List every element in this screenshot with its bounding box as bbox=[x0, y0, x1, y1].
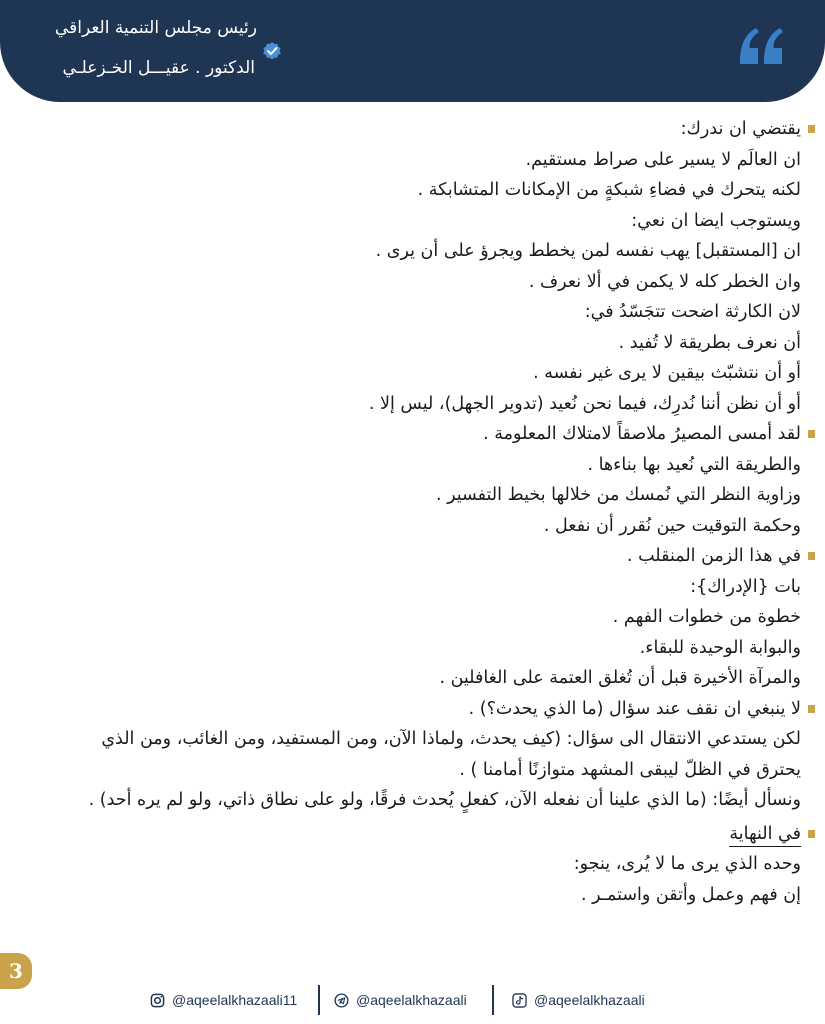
paragraph-line: لان الكارثة اضحت تتجَسّدُ في: bbox=[584, 302, 801, 322]
footer-social-bar bbox=[0, 985, 825, 1015]
bullet-icon bbox=[808, 552, 815, 560]
footer-divider bbox=[318, 985, 320, 1015]
verified-icon bbox=[262, 41, 282, 61]
paragraph-line: أو أن نظن أننا نُدرِك، فيما نحن نُعيد (تدوير الجهل)، ليس إلا . bbox=[368, 393, 801, 414]
bullet-icon bbox=[808, 705, 815, 713]
page-number: 3 bbox=[0, 953, 32, 989]
instagram-handle: @aqeelalkhazaali11 bbox=[172, 992, 298, 1008]
paragraph-line: والمرآة الأخيرة قبل أن تُغلق العتمة على الغافلين . bbox=[439, 668, 801, 688]
article-body bbox=[20, 114, 801, 910]
paragraph-line: خطوة من خطوات الفهم . bbox=[612, 607, 801, 627]
bullet-icon bbox=[808, 830, 815, 838]
paragraph-line: لقد أمسى المصيرُ ملاصقاً لامتلاك المعلومة . bbox=[20, 419, 801, 450]
paragraph-line: في هذا الزمن المنقلب . bbox=[20, 541, 801, 572]
paragraph-line: بات {الإدراك}: bbox=[690, 576, 801, 597]
paragraph-line: وزاوية النظر التي نُمسك من خلالها بخيط التفسير . bbox=[435, 485, 801, 505]
paragraph-line: لكن يستدعي الانتقال الى سؤال: (كيف يحدث، ولماذا الآن، ومن المستفيد، ومن الغائب، ومن الذي bbox=[101, 729, 801, 749]
tiktok-link[interactable] bbox=[512, 985, 645, 1015]
tiktok-icon bbox=[512, 993, 527, 1008]
paragraph-line: وحده الذي يرى ما لا يُرى، ينجو: bbox=[573, 854, 801, 874]
telegram-handle: @aqeelalkhazaali bbox=[356, 992, 467, 1008]
paragraph-line: يحترق في الظلّ ليبقى المشهد متوازنًا أمامنا ) . bbox=[459, 759, 801, 780]
paragraph-line: والبوابة الوحيدة للبقاء. bbox=[639, 637, 801, 658]
paragraph-line: لا ينبغي ان نقف عند سؤال (ما الذي يحدث؟) . bbox=[20, 694, 801, 725]
telegram-link[interactable] bbox=[334, 985, 467, 1015]
section-heading: في النهاية bbox=[20, 819, 801, 850]
author-name: الدكتور . عقيـــل الخـزعلـي bbox=[62, 58, 255, 78]
paragraph-line: يقتضي ان ندرك: bbox=[20, 114, 801, 145]
paragraph-line: إن فهم وعمل وأتقن واستمـر . bbox=[581, 884, 801, 905]
quote-icon bbox=[736, 24, 786, 68]
paragraph-line: ان العالَم لا يسير على صراط مستقيم. bbox=[525, 149, 801, 170]
bullet-icon bbox=[808, 125, 815, 133]
paragraph-line: ان [المستقبل] يهب نفسه لمن يخطط ويجرؤ على أن يرى . bbox=[375, 241, 801, 261]
paragraph-line: ونسأل أيضًا: (ما الذي علينا أن نفعله الآن، كفعلٍ يُحدث فرقًا، ولو على نطاق ذاتي، ولو لم يره أحد) . bbox=[88, 790, 801, 810]
paragraph-line: أن نعرف بطريقة لا تُفيد . bbox=[618, 332, 801, 353]
instagram-icon bbox=[150, 993, 165, 1008]
bullet-icon bbox=[808, 430, 815, 438]
paragraph-line: وان الخطر كله لا يكمن في ألا نعرف . bbox=[528, 271, 801, 292]
instagram-link[interactable] bbox=[150, 985, 297, 1015]
paragraph-line: لكنه يتحرك في فضاءِ شبكةٍ من الإمكانات المتشابكة . bbox=[417, 180, 801, 200]
footer-divider bbox=[492, 985, 494, 1015]
header-banner bbox=[0, 0, 825, 102]
tiktok-handle: @aqeelalkhazaali bbox=[534, 992, 645, 1008]
paragraph-line: والطريقة التي نُعيد بها بناءها . bbox=[587, 454, 801, 475]
paragraph-line: وحكمة التوقيت حين نُقرر أن نفعل . bbox=[543, 515, 801, 536]
telegram-icon bbox=[334, 993, 349, 1008]
paragraph-line: أو أن نتشبّث بيقين لا يرى غير نفسه . bbox=[533, 363, 801, 383]
author-position: رئيس مجلس التنمية العراقي bbox=[54, 18, 257, 38]
paragraph-line: ويستوجب ايضا ان نعي: bbox=[631, 210, 801, 231]
